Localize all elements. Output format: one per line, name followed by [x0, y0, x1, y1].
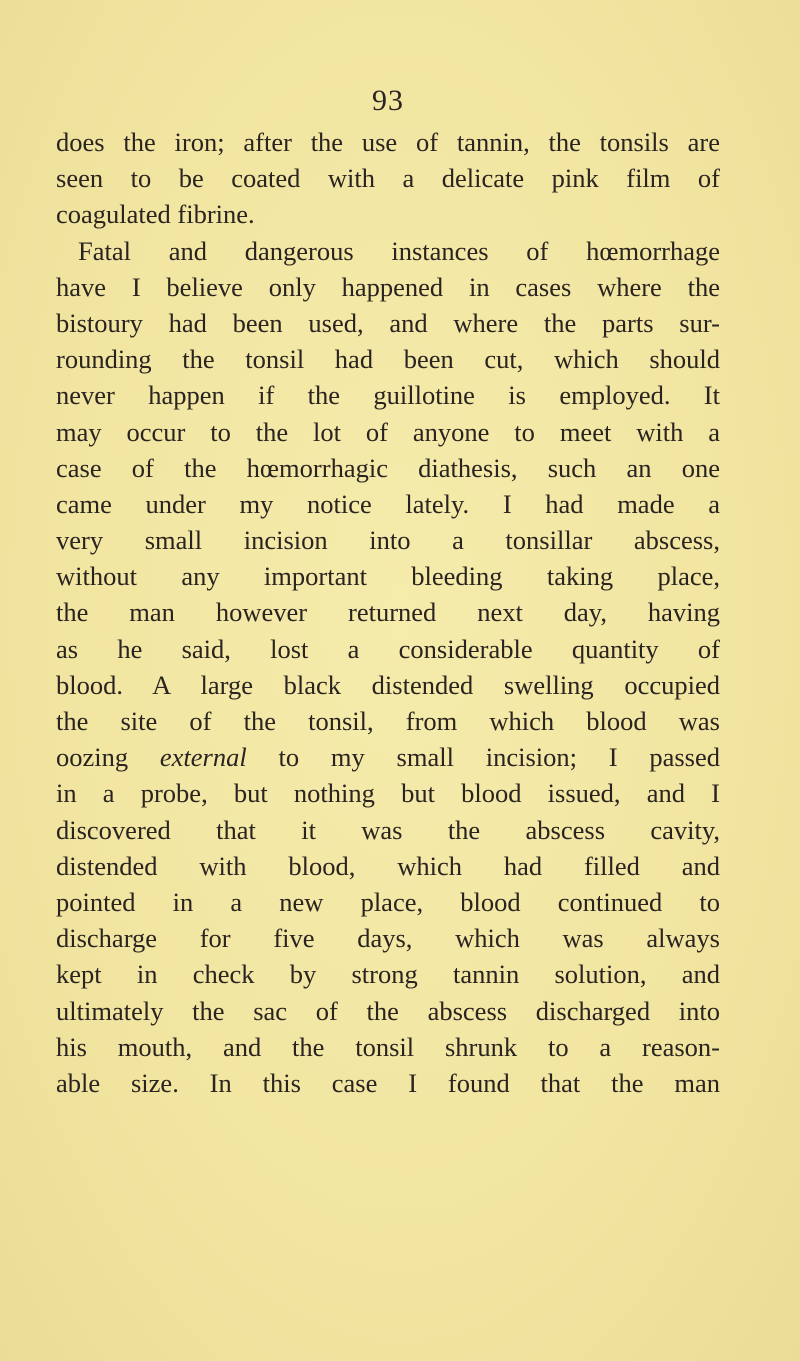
text-line: the man however returned next day, having — [56, 597, 720, 628]
text-line: never happen if the guillotine is employed. It — [56, 380, 720, 411]
text-line: able size. In this case I found that the man — [56, 1067, 720, 1098]
text-line: without any important bleeding taking place, — [56, 561, 720, 592]
text-segment: oozing — [56, 742, 160, 773]
text-line: seen to be coated with a delicate pink film of — [56, 163, 720, 194]
text-line: came under my notice lately. I had made a — [56, 488, 720, 519]
text-line: his mouth, and the tonsil shrunk to a reason- — [56, 1031, 720, 1062]
text-line: in a probe, but nothing but blood issued, and I — [56, 778, 720, 809]
body-text — [56, 124, 720, 1101]
text-line: bistoury had been used, and where the parts sur- — [56, 307, 720, 338]
text-line: as he said, lost a considerable quantity of — [56, 633, 720, 664]
text-line: rounding the tonsil had been cut, which should — [56, 344, 720, 375]
text-line: Fatal and dangerous instances of hœmorrhage — [78, 235, 720, 266]
text-line: discovered that it was the abscess cavity, — [56, 814, 720, 845]
text-line: does the iron; after the use of tannin, the tonsils are — [56, 127, 720, 157]
italic-emphasis: external — [159, 742, 247, 773]
text-line-with-italic — [56, 739, 720, 775]
text-line: ultimately the sac of the abscess discharged into — [56, 995, 720, 1026]
text-line: have I believe only happened in cases where the — [56, 271, 720, 302]
text-line: very small incision into a tonsillar abscess, — [56, 525, 720, 556]
text-line: discharge for five days, which was always — [56, 923, 720, 954]
text-line: case of the hœmorrhagic diathesis, such an one — [56, 452, 720, 483]
text-line: pointed in a new place, blood continued to — [56, 886, 720, 917]
text-line: distended with blood, which had filled and — [56, 850, 720, 881]
text-line: kept in check by strong tannin solution, and — [56, 959, 720, 990]
text-line: may occur to the lot of anyone to meet with a — [56, 416, 720, 447]
page-number: 93 — [372, 84, 404, 117]
text-line: the site of the tonsil, from which blood was — [56, 706, 720, 736]
text-segment: to my small incision; I passed — [246, 742, 721, 773]
text-line: blood. A large black distended swelling occupied — [56, 669, 720, 700]
text-line: coagulated fibrine. — [56, 199, 255, 230]
